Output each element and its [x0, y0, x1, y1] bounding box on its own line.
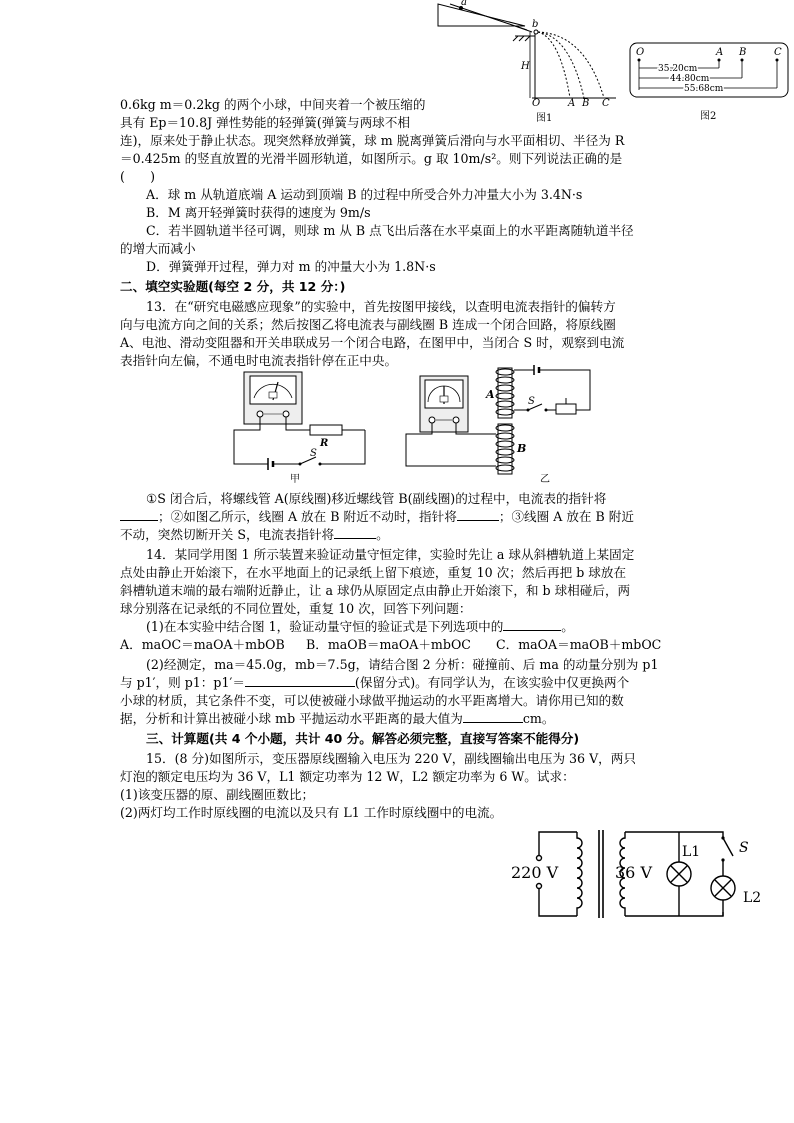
q14-sub2-line2: 与 p1′，则 p1：p1′＝ (保留分式)。有同学认为，在该实验中仅更换两个	[120, 675, 630, 690]
q13-line2: 向与电流方向之间的关系；然后按图乙将电流表与副线圈 B 连成一个闭合回路，将原线圈	[120, 317, 616, 332]
q13-question-2: ；②如图乙所示，线圈 A 放在 B 附近不动时，指针将 ；③线圈 A 放在 B 附近	[120, 508, 634, 526]
fig1-label-b: b	[532, 19, 539, 30]
q14-sub1: (1)在本实验中结合图 1，验证动量守恒的验证式是下列选项中的 。	[146, 619, 574, 634]
q14-blank-1[interactable]	[503, 618, 561, 631]
q12-answer-paren: ( )	[120, 169, 156, 184]
q12-line2: 具有 Ep＝10.8J 弹性势能的轻弹簧(弹簧与两球不相	[120, 115, 410, 130]
q13-line4: 表指针向左偏，不通电时电流表指针停在正中央。	[120, 353, 398, 368]
figure-jia-label: 甲	[290, 474, 300, 485]
section-3-heading: 三、计算题(共 4 个小题，共计 40 分。解答必须完整，直接写答案不能得分)	[146, 731, 580, 746]
figure-yi-label: 乙	[540, 474, 550, 485]
fig1-label-A: A	[568, 98, 576, 109]
figure-1	[420, 0, 620, 125]
fig2-dist-OA: 35.20cm	[658, 64, 698, 74]
jia-label-R: R	[320, 438, 329, 449]
q13-question-1: ①S 闭合后，将螺线管 A(原线圈)移近螺线管 B(副线圈)的过程中，电流表的指针将	[146, 491, 607, 506]
q12-line1: 0.6kg m＝0.2kg 的两个小球，中间夹着一个被压缩的	[120, 97, 426, 112]
q14-line2: 点处由静止开始滚下，在水平地面上的记录纸上留下痕迹，重复 10 次；然后再把 b 球放在	[120, 565, 627, 580]
fig1-label-B: B	[582, 98, 590, 109]
q14-blank-3[interactable]	[463, 710, 523, 723]
figure-2	[628, 40, 792, 125]
q15-line1: 15．(8 分)如图所示，变压器原线圈输入电压为 220 V，副线圈输出电压为 36 V，两只	[146, 751, 636, 766]
yi-label-B: B	[517, 442, 527, 455]
switch-S-label: S	[739, 840, 749, 856]
fig2-dist-OB: 44.80cm	[670, 74, 710, 84]
fig1-caption: 图1	[536, 113, 553, 124]
q13-blank-3[interactable]	[334, 526, 376, 539]
fig1-label-a: a	[461, 0, 467, 8]
transformer-input-voltage: 220 V	[511, 863, 559, 882]
q14-option-c: C．maOA＝maOB＋mbOC	[496, 637, 662, 652]
figure-yi	[400, 362, 600, 484]
q15-line3: (1)该变压器的原、副线圈匝数比；	[120, 787, 315, 802]
q12-option-d: D．弹簧弹开过程，弹力对 m 的冲量大小为 1.8N·s	[146, 259, 436, 274]
fig2-point-A: A	[716, 47, 724, 58]
q12-line4: ＝0.425m 的竖直放置的光滑半圆形轨道，如图所示。g 取 10m/s²。则下列说法正确的是	[120, 151, 623, 166]
lamp-L2-label: L2	[743, 890, 762, 906]
transformer-output-voltage: 36 V	[615, 863, 652, 882]
fig2-point-B: B	[739, 47, 747, 58]
q14-sub2-line1: (2)经测定，ma＝45.0g，mb＝7.5g，请结合图 2 分析：碰撞前、后 ma 的动量分别为 p1	[146, 657, 659, 672]
q14-sub2-line3: 小球的材质，其它条件不变，可以使被碰小球做平抛运动的水平距离增大。请你用已知的数	[120, 693, 624, 708]
yi-label-A: A	[486, 388, 495, 401]
q14-line3: 斜槽轨道末端的最右端附近静止，让 a 球仍从原固定点由静止开始滚下，和 b 球相碰后，两	[120, 583, 631, 598]
fig2-caption: 图2	[700, 111, 717, 122]
q13-blank-1[interactable]	[120, 508, 158, 521]
jia-label-S: S	[310, 448, 317, 459]
q14-line4: 球分别落在记录纸的不同位置处，重复 10 次，回答下列问题：	[120, 601, 472, 616]
fig1-label-H: H	[521, 61, 530, 72]
q14-sub2-line4: 据，分析和计算出被碰小球 mb 平抛运动水平距离的最大值为 cm。	[120, 711, 555, 726]
q15-line2: 灯泡的额定电压均为 36 V，L1 额定功率为 12 W，L2 额定功率为 6 W。试求：	[120, 769, 575, 784]
q14-line1: 14．某同学用图 1 所示装置来验证动量守恒定律，实验时先让 a 球从斜槽轨道上某固定	[146, 547, 635, 562]
transformer-figure	[505, 826, 785, 924]
q12-option-a: A．球 m 从轨道底端 A 运动到顶端 B 的过程中所受合外力冲量大小为 3.4N·s	[146, 187, 583, 202]
fig2-point-C: C	[774, 47, 782, 58]
q14-option-a: A．maOC＝maOA＋mbOB	[120, 637, 285, 652]
fig2-point-O: O	[636, 47, 645, 58]
fig1-label-C: C	[602, 98, 610, 109]
q12-option-c-line1: C．若半圆轨道半径可调，则球 m 从 B 点飞出后落在水平桌面上的水平距离随轨道半径	[146, 223, 634, 238]
lamp-L1-label: L1	[682, 844, 701, 860]
figure-jia	[230, 370, 380, 485]
fig1-label-O: O	[532, 98, 541, 109]
q14-blank-2[interactable]	[245, 674, 355, 687]
q15-line4: (2)两灯均工作时原线圈的电流以及只有 L1 工作时原线圈中的电流。	[120, 805, 503, 820]
q13-line1: 13．在“研究电磁感应现象”的实验中，首先按图甲接线，以查明电流表指针的偏转方	[146, 299, 616, 314]
q12-option-c-line2: 的增大而减小	[120, 241, 196, 256]
q12-line3: 连)，原来处于静止状态。现突然释放弹簧，球 m 脱离弹簧后滑向与水平面相切、半径为 R	[120, 133, 625, 148]
q13-line3: A、电池、滑动变阻器和开关串联成另一个闭合电路，在图甲中，当闭合 S 时，观察到电流	[120, 335, 625, 350]
section-2-heading: 二、填空实验题(每空 2 分，共 12 分：)	[120, 279, 346, 294]
q13-question-3: 不动，突然切断开关 S，电流表指针将 。	[120, 527, 389, 542]
q12-option-b: B．M 离开轻弹簧时获得的速度为 9m/s	[146, 205, 371, 220]
fig2-dist-OC: 55.68cm	[684, 84, 724, 94]
yi-label-S: S	[528, 396, 535, 407]
q14-option-b: B．maOB＝maOA＋mbOC	[306, 637, 471, 652]
q13-blank-2[interactable]	[457, 508, 499, 521]
